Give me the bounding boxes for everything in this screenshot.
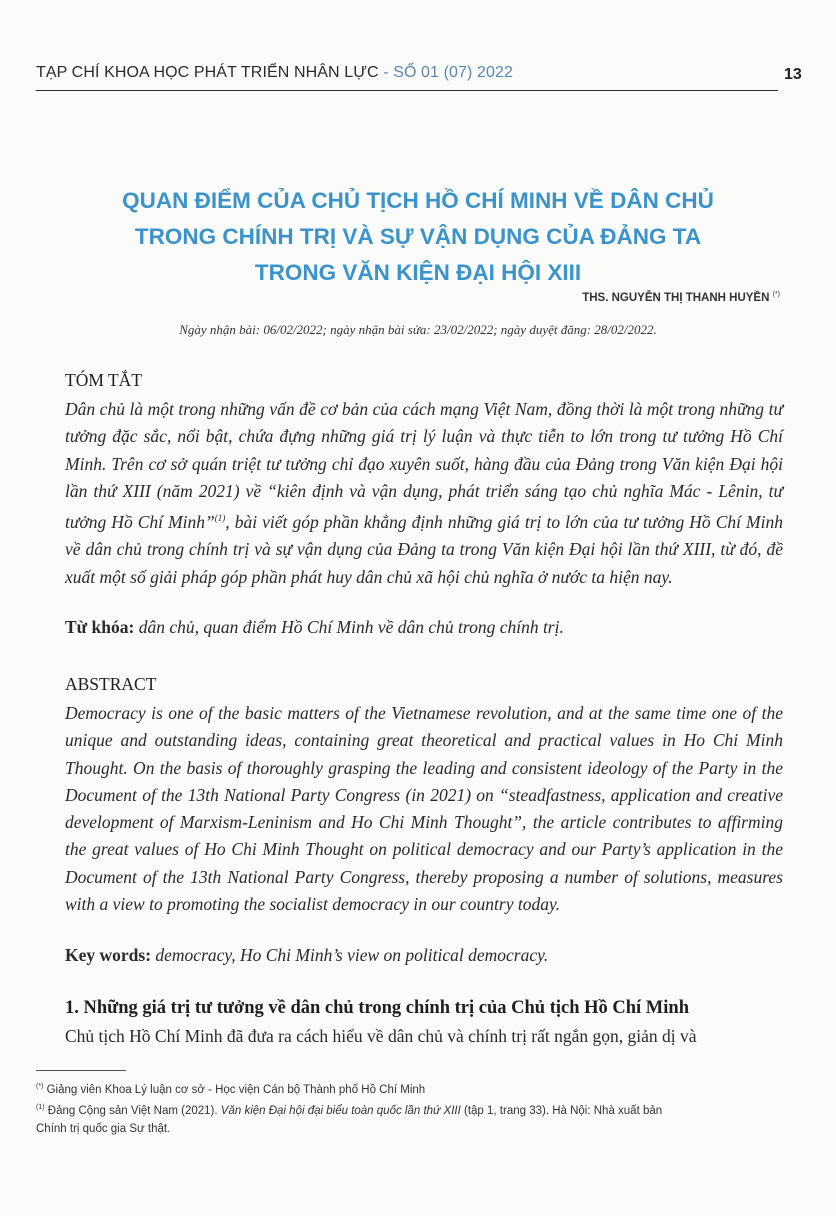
submission-dates: Ngày nhận bài: 06/02/2022; ngày nhận bài sửa: 23/02/2022; ngày duyệt đăng: 28/02/2022. bbox=[179, 322, 657, 337]
abstract-heading: ABSTRACT bbox=[65, 674, 157, 694]
footnote-mark: (*) bbox=[36, 1083, 44, 1090]
summary-text-part: Dân chủ là một trong những vấn đề cơ bản của cách mạng Việt Nam, đồng thời là một trong những tư tưởng đặc sắc, nổi bật, chứa đựng những giá trị lý luận và thực tiễn to lớn trong tư tưởng Hồ Chí Minh. Trên cơ sở quán triệt tư tưởng chỉ đạo xuyên suốt, hàng đầu của Đảng trong Văn kiện Đại hội lần thứ XIII (năm 2021) về “kiên định và vận dụng, phát triển sáng tạo chủ nghĩa Mác - Lênin, tư tưởng Hồ Chí Minh” bbox=[65, 399, 783, 533]
footnote-reference-continued: Chính trị quốc gia Sự thật. bbox=[36, 1122, 171, 1135]
author-name: THS. NGUYỄN THỊ THANH HUYỀN bbox=[582, 291, 770, 304]
running-header bbox=[36, 58, 778, 91]
footnotes bbox=[36, 1078, 786, 1138]
author-footnote-mark: (*) bbox=[772, 291, 780, 298]
abstract-keywords bbox=[65, 945, 548, 966]
author bbox=[582, 291, 780, 304]
summary-keywords bbox=[65, 617, 564, 638]
journal-name bbox=[36, 64, 513, 82]
title-line: QUAN ĐIỂM CỦA CHỦ TỊCH HỒ CHÍ MINH VỀ DÂN CHỦ bbox=[122, 188, 714, 213]
article-title bbox=[0, 183, 836, 291]
keywords-value: dân chủ, quan điểm Hồ Chí Minh về dân chủ trong chính trị. bbox=[134, 617, 564, 637]
footnote-text: (tập 1, trang 33). Hà Nội: Nhà xuất bản bbox=[460, 1104, 663, 1117]
title-line: TRONG CHÍNH TRỊ VÀ SỰ VẬN DỤNG CỦA ĐẢNG TA bbox=[134, 224, 702, 249]
footnote-book-title: Văn kiện Đại hội đại biểu toàn quốc lần thứ XIII bbox=[220, 1104, 461, 1117]
keywords-label: Key words: bbox=[65, 945, 152, 965]
footnote-divider bbox=[36, 1070, 126, 1071]
journal-issue: - SỐ 01 (07) 2022 bbox=[378, 64, 513, 81]
section-1-body: Chủ tịch Hồ Chí Minh đã đưa ra cách hiểu về dân chủ và chính trị rất ngắn gọn, giản dị và bbox=[65, 1026, 697, 1046]
footnote-author bbox=[36, 1078, 786, 1099]
footnote-text: Giảng viên Khoa Lý luận cơ sở - Học viện Cán bộ Thành phố Hồ Chí Minh bbox=[43, 1083, 426, 1096]
abstract-text: Democracy is one of the basic matters of the Vietnamese revolution, and at the same time one of the unique and outstanding ideas, containing great theoretical and practical values in Ho Chi Minh Thought. On the basis of thoroughly grasping the leading and consistent ideology of the Party in the Document of the 13th National Party Congress (in 2021) on “steadfastness, application and creative development of Marxism-Leninism and Ho Chi Minh Thought”, the article contributes to affirming the great values of Ho Chi Minh Thought on political democracy and our Party’s application in the Document of the 13th National Party Congress, thereby proposing a number of solutions, measures with a view to promoting the socialist democracy in our country today. bbox=[65, 703, 783, 915]
keywords-value: democracy, Ho Chi Minh’s view on political democracy. bbox=[151, 945, 549, 965]
footnote-mark: (1) bbox=[36, 1103, 45, 1111]
page-number: 13 bbox=[784, 66, 802, 83]
footnote-ref: (1) bbox=[214, 513, 226, 524]
summary-text-part: , bài viết góp phần khẳng định những giá trị to lớn của tư tưởng Hồ Chí Minh về dân chủ trong chính trị và sự vận dụng của Đảng ta trong Văn kiện Đại hội lần thứ XIII, từ đó, đề xuất một số giải pháp góp phần phát huy dân chủ xã hội chủ nghĩa ở nước ta hiện nay. bbox=[65, 512, 783, 587]
footnote-text: Đảng Cộng sản Việt Nam (2021). bbox=[44, 1104, 221, 1117]
title-line: TRONG VĂN KIỆN ĐẠI HỘI XIII bbox=[254, 260, 582, 285]
journal-title: TẠP CHÍ KHOA HỌC PHÁT TRIỂN NHÂN LỰC bbox=[36, 64, 379, 81]
keywords-label: Từ khóa: bbox=[65, 617, 135, 637]
section-1-heading: 1. Những giá trị tư tưởng về dân chủ trong chính trị của Chủ tịch Hồ Chí Minh bbox=[65, 998, 689, 1018]
summary-text bbox=[65, 396, 783, 591]
summary-heading: TÓM TẮT bbox=[65, 370, 142, 390]
footnote-reference bbox=[36, 1099, 786, 1120]
